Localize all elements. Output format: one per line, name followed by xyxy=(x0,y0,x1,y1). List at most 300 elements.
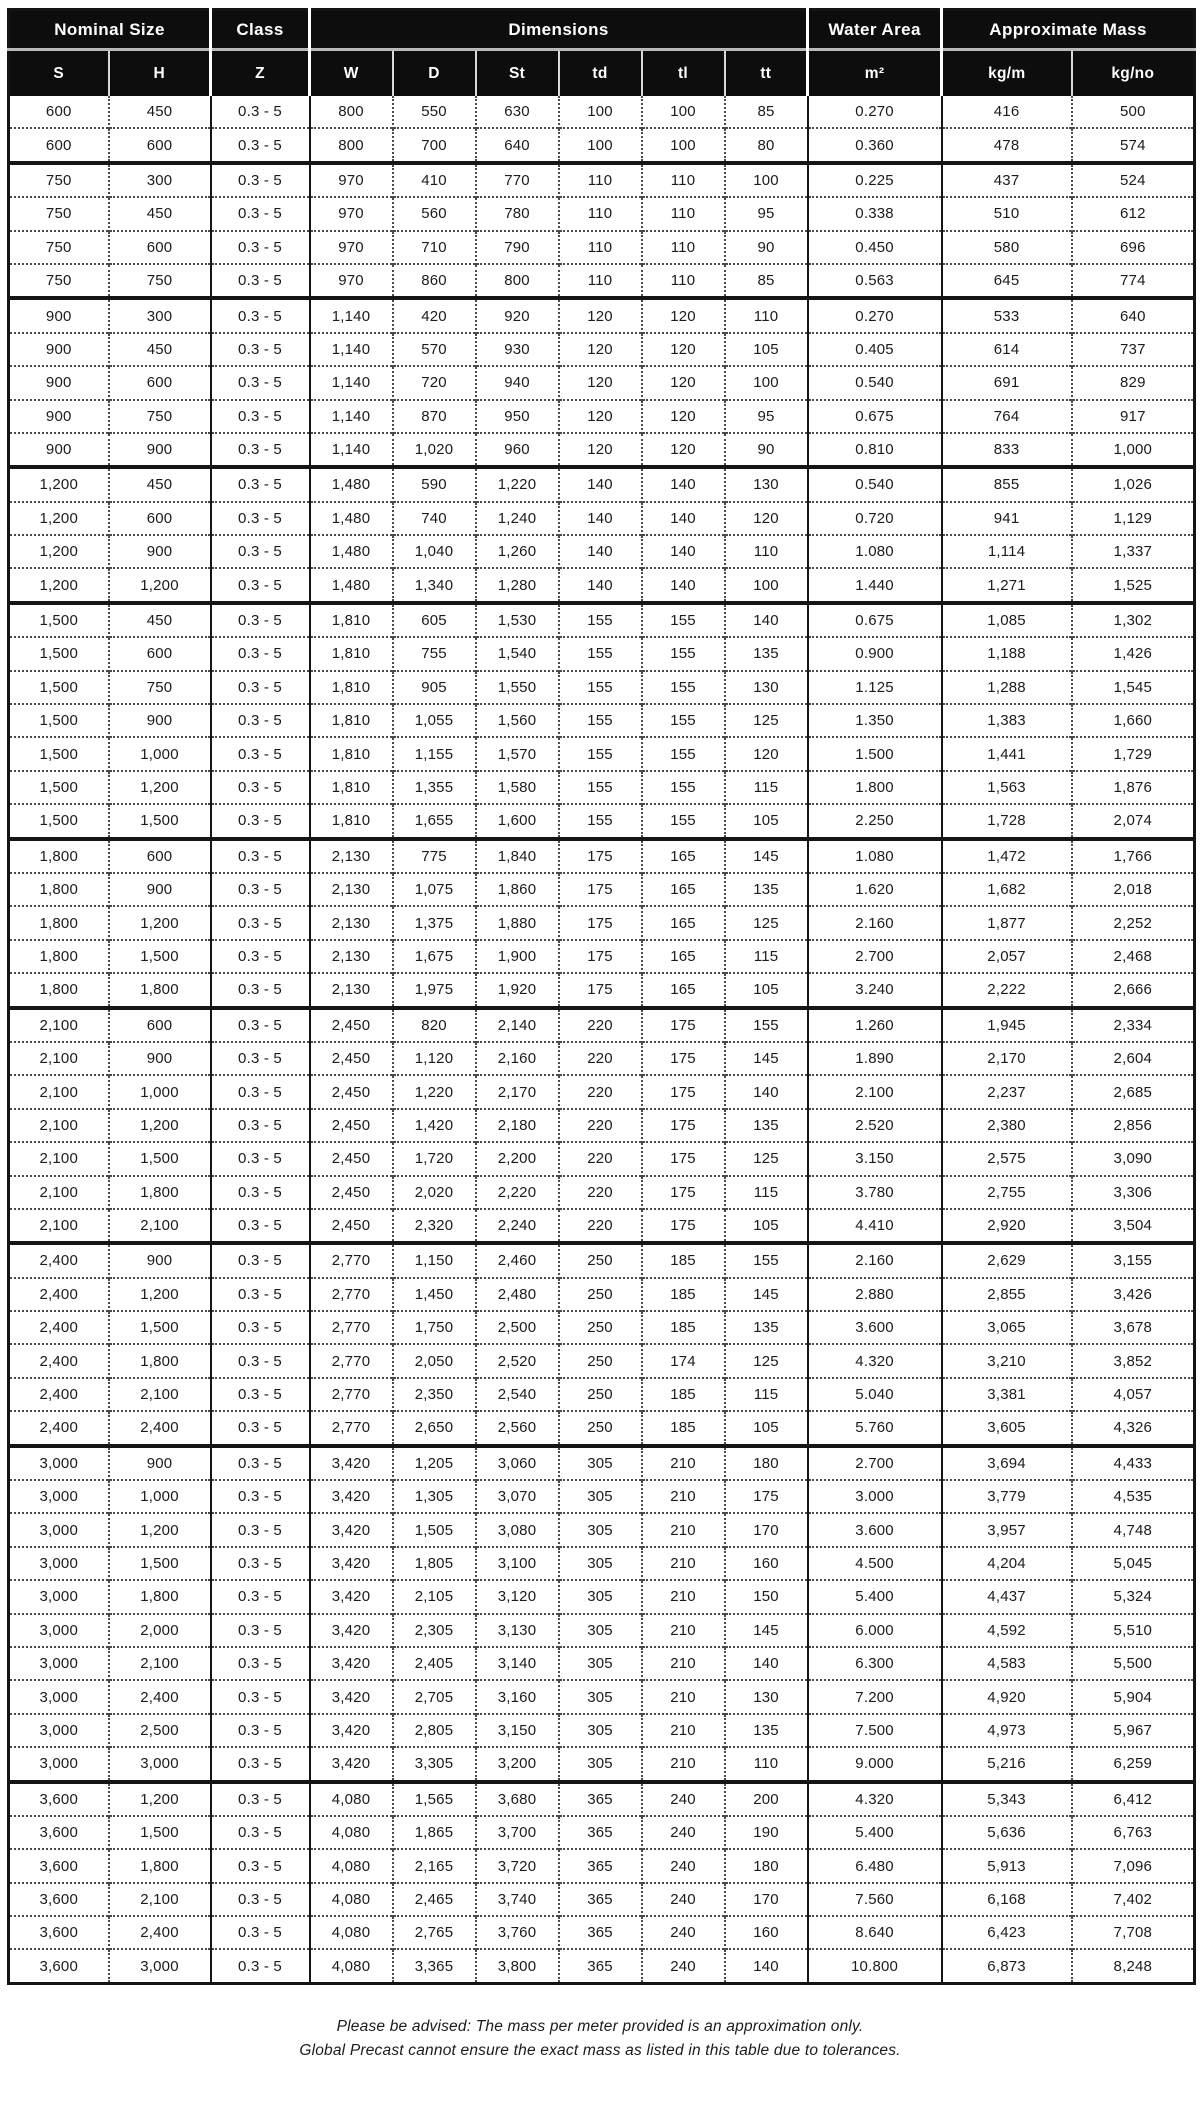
table-cell: 2,100 xyxy=(9,1075,109,1108)
table-cell: 1,288 xyxy=(942,671,1072,704)
table-cell: 0.540 xyxy=(808,366,942,399)
table-cell: 5,500 xyxy=(1072,1647,1195,1680)
table-cell: 630 xyxy=(476,96,559,128)
table-cell: 4,080 xyxy=(310,1816,393,1849)
table-cell: 1,220 xyxy=(393,1075,476,1108)
table-cell: 170 xyxy=(725,1883,808,1916)
table-row xyxy=(9,839,1195,873)
table-cell: 135 xyxy=(725,1311,808,1344)
table-cell: 4.410 xyxy=(808,1209,942,1243)
table-cell: 4,433 xyxy=(1072,1446,1195,1480)
table-cell: 970 xyxy=(310,197,393,230)
table-cell: 2,856 xyxy=(1072,1109,1195,1142)
table-cell: 1,530 xyxy=(476,603,559,637)
table-cell: 105 xyxy=(725,804,808,838)
table-cell: 700 xyxy=(393,128,476,162)
table-cell: 305 xyxy=(559,1480,642,1513)
table-row xyxy=(9,1680,1195,1713)
table-cell: 3,365 xyxy=(393,1949,476,1983)
table-cell: 1,565 xyxy=(393,1782,476,1816)
table-cell: 1,200 xyxy=(109,906,211,939)
table-cell: 1,140 xyxy=(310,366,393,399)
table-cell: 2,400 xyxy=(9,1278,109,1311)
table-cell: 3,800 xyxy=(476,1949,559,1983)
table-cell: 185 xyxy=(642,1411,725,1445)
footer-note xyxy=(0,2015,1200,2063)
table-cell: 305 xyxy=(559,1446,642,1480)
table-cell: 2,666 xyxy=(1072,973,1195,1007)
table-cell: 3,720 xyxy=(476,1849,559,1882)
table-cell: 210 xyxy=(642,1647,725,1680)
table-cell: 0.3 - 5 xyxy=(211,163,310,197)
table-row xyxy=(9,737,1195,770)
table-cell: 0.3 - 5 xyxy=(211,1075,310,1108)
table-cell: 833 xyxy=(942,433,1072,467)
table-cell: 1,600 xyxy=(476,804,559,838)
table-cell: 5,636 xyxy=(942,1816,1072,1849)
table-cell: 2,450 xyxy=(310,1075,393,1108)
table-cell: 4,748 xyxy=(1072,1513,1195,1546)
table-cell: 2,130 xyxy=(310,839,393,873)
table-cell: 2,100 xyxy=(9,1176,109,1209)
table-cell: 135 xyxy=(725,637,808,670)
table-row xyxy=(9,906,1195,939)
table-row xyxy=(9,502,1195,535)
table-cell: 1,505 xyxy=(393,1513,476,1546)
table-cell: 8.640 xyxy=(808,1916,942,1949)
column-header: kg/no xyxy=(1072,50,1195,97)
table-cell: 100 xyxy=(559,96,642,128)
table-cell: 1,500 xyxy=(109,1311,211,1344)
table-cell: 305 xyxy=(559,1747,642,1781)
table-cell: 2,018 xyxy=(1072,873,1195,906)
table-cell: 3,420 xyxy=(310,1747,393,1781)
table-cell: 1,200 xyxy=(9,535,109,568)
table-cell: 365 xyxy=(559,1916,642,1949)
table-cell: 1,545 xyxy=(1072,671,1195,704)
table-cell: 4,535 xyxy=(1072,1480,1195,1513)
table-row xyxy=(9,1411,1195,1445)
table-cell: 0.3 - 5 xyxy=(211,333,310,366)
table-cell: 110 xyxy=(559,163,642,197)
table-cell: 0.3 - 5 xyxy=(211,804,310,838)
table-cell: 145 xyxy=(725,1042,808,1075)
table-cell: 4,592 xyxy=(942,1614,1072,1647)
table-cell: 0.3 - 5 xyxy=(211,535,310,568)
table-cell: 1,877 xyxy=(942,906,1072,939)
table-cell: 1,500 xyxy=(9,637,109,670)
table-cell: 1,383 xyxy=(942,704,1072,737)
table-cell: 800 xyxy=(476,264,559,298)
table-row xyxy=(9,804,1195,838)
table-cell: 0.3 - 5 xyxy=(211,1547,310,1580)
table-cell: 1,810 xyxy=(310,704,393,737)
table-cell: 1,480 xyxy=(310,502,393,535)
table-cell: 135 xyxy=(725,873,808,906)
table-cell: 3,000 xyxy=(9,1547,109,1580)
table-cell: 2,560 xyxy=(476,1411,559,1445)
table-cell: 125 xyxy=(725,906,808,939)
table-cell: 155 xyxy=(725,1008,808,1042)
table-cell: 2.700 xyxy=(808,1446,942,1480)
table-cell: 220 xyxy=(559,1209,642,1243)
table-cell: 3,420 xyxy=(310,1680,393,1713)
table-cell: 110 xyxy=(725,535,808,568)
table-cell: 2,770 xyxy=(310,1243,393,1277)
table-cell: 1,800 xyxy=(9,839,109,873)
table-cell: 115 xyxy=(725,940,808,973)
table-cell: 210 xyxy=(642,1580,725,1613)
table-row xyxy=(9,433,1195,467)
table-cell: 2,450 xyxy=(310,1142,393,1175)
table-cell: 5,216 xyxy=(942,1747,1072,1781)
table-row xyxy=(9,671,1195,704)
table-cell: 950 xyxy=(476,400,559,433)
table-cell: 185 xyxy=(642,1378,725,1411)
table-cell: 0.3 - 5 xyxy=(211,771,310,804)
table-cell: 0.3 - 5 xyxy=(211,1176,310,1209)
table-cell: 1,140 xyxy=(310,298,393,332)
table-row xyxy=(9,1378,1195,1411)
table-cell: 4,057 xyxy=(1072,1378,1195,1411)
table-cell: 1,114 xyxy=(942,535,1072,568)
table-cell: 3,694 xyxy=(942,1446,1072,1480)
table-cell: 210 xyxy=(642,1547,725,1580)
table-cell: 3,160 xyxy=(476,1680,559,1713)
table-cell: 110 xyxy=(642,163,725,197)
table-row xyxy=(9,1176,1195,1209)
table-cell: 1,040 xyxy=(393,535,476,568)
table-cell: 2,520 xyxy=(476,1344,559,1377)
table-cell: 155 xyxy=(642,771,725,804)
table-cell: 3,070 xyxy=(476,1480,559,1513)
table-cell: 750 xyxy=(109,264,211,298)
table-cell: 365 xyxy=(559,1883,642,1916)
table-cell: 1.080 xyxy=(808,839,942,873)
table-row xyxy=(9,1883,1195,1916)
table-cell: 110 xyxy=(559,197,642,230)
table-cell: 305 xyxy=(559,1680,642,1713)
table-cell: 1.500 xyxy=(808,737,942,770)
table-cell: 970 xyxy=(310,264,393,298)
table-cell: 4,080 xyxy=(310,1883,393,1916)
table-cell: 155 xyxy=(559,804,642,838)
table-cell: 3,605 xyxy=(942,1411,1072,1445)
table-cell: 1,800 xyxy=(9,873,109,906)
table-cell: 2,755 xyxy=(942,1176,1072,1209)
column-header: tt xyxy=(725,50,808,97)
table-cell: 780 xyxy=(476,197,559,230)
table-row xyxy=(9,163,1195,197)
table-cell: 1,337 xyxy=(1072,535,1195,568)
table-cell: 160 xyxy=(725,1547,808,1580)
table-cell: 2,450 xyxy=(310,1209,393,1243)
table-cell: 2,604 xyxy=(1072,1042,1195,1075)
table-cell: 5,324 xyxy=(1072,1580,1195,1613)
table-cell: 140 xyxy=(642,502,725,535)
table-cell: 5,510 xyxy=(1072,1614,1195,1647)
table-cell: 3,420 xyxy=(310,1547,393,1580)
table-row xyxy=(9,467,1195,501)
table-row xyxy=(9,1849,1195,1882)
table-cell: 2,305 xyxy=(393,1614,476,1647)
table-cell: 155 xyxy=(642,737,725,770)
table-cell: 917 xyxy=(1072,400,1195,433)
table-cell: 1,766 xyxy=(1072,839,1195,873)
table-cell: 105 xyxy=(725,973,808,1007)
table-cell: 4,326 xyxy=(1072,1411,1195,1445)
table-cell: 900 xyxy=(109,1446,211,1480)
table-cell: 175 xyxy=(559,873,642,906)
table-cell: 437 xyxy=(942,163,1072,197)
table-cell: 210 xyxy=(642,1513,725,1546)
table-cell: 900 xyxy=(9,366,109,399)
table-row xyxy=(9,366,1195,399)
table-cell: 2,100 xyxy=(109,1647,211,1680)
table-cell: 1,200 xyxy=(109,1278,211,1311)
table-cell: 125 xyxy=(725,1344,808,1377)
table-cell: 5,343 xyxy=(942,1782,1072,1816)
table-cell: 900 xyxy=(109,704,211,737)
table-cell: 870 xyxy=(393,400,476,433)
table-cell: 170 xyxy=(725,1513,808,1546)
table-cell: 210 xyxy=(642,1446,725,1480)
table-cell: 155 xyxy=(642,704,725,737)
table-cell: 770 xyxy=(476,163,559,197)
table-cell: 1,880 xyxy=(476,906,559,939)
table-cell: 0.3 - 5 xyxy=(211,1109,310,1142)
table-cell: 4.500 xyxy=(808,1547,942,1580)
table-cell: 1,865 xyxy=(393,1816,476,1849)
table-cell: 737 xyxy=(1072,333,1195,366)
table-cell: 600 xyxy=(109,637,211,670)
table-cell: 5.400 xyxy=(808,1580,942,1613)
table-cell: 365 xyxy=(559,1849,642,1882)
table-header xyxy=(9,10,1195,97)
table-cell: 1,800 xyxy=(109,1344,211,1377)
table-cell: 3,600 xyxy=(9,1949,109,1983)
table-cell: 174 xyxy=(642,1344,725,1377)
table-cell: 115 xyxy=(725,771,808,804)
table-cell: 0.540 xyxy=(808,467,942,501)
table-cell: 775 xyxy=(393,839,476,873)
table-cell: 110 xyxy=(642,197,725,230)
table-cell: 120 xyxy=(642,366,725,399)
table-cell: 4,080 xyxy=(310,1782,393,1816)
table-cell: 180 xyxy=(725,1446,808,1480)
table-cell: 0.3 - 5 xyxy=(211,96,310,128)
table-cell: 1,375 xyxy=(393,906,476,939)
table-cell: 550 xyxy=(393,96,476,128)
table-cell: 6,873 xyxy=(942,1949,1072,1983)
column-header: Z xyxy=(211,50,310,97)
column-header: H xyxy=(109,50,211,97)
table-cell: 0.3 - 5 xyxy=(211,737,310,770)
table-row xyxy=(9,1547,1195,1580)
table-cell: 2,100 xyxy=(9,1109,109,1142)
table-row xyxy=(9,940,1195,973)
table-cell: 1,200 xyxy=(109,1513,211,1546)
table-row xyxy=(9,1109,1195,1142)
table-cell: 3,957 xyxy=(942,1513,1072,1546)
table-cell: 160 xyxy=(725,1916,808,1949)
table-cell: 3,680 xyxy=(476,1782,559,1816)
table-cell: 140 xyxy=(559,535,642,568)
table-cell: 1,500 xyxy=(9,771,109,804)
table-row xyxy=(9,1075,1195,1108)
table-cell: 1,220 xyxy=(476,467,559,501)
table-cell: 533 xyxy=(942,298,1072,332)
table-cell: 1,472 xyxy=(942,839,1072,873)
table-cell: 905 xyxy=(393,671,476,704)
table-cell: 0.3 - 5 xyxy=(211,400,310,433)
table-cell: 2,400 xyxy=(109,1411,211,1445)
table-cell: 180 xyxy=(725,1849,808,1882)
table-cell: 2.520 xyxy=(808,1109,942,1142)
table-cell: 1,450 xyxy=(393,1278,476,1311)
table-cell: 0.3 - 5 xyxy=(211,1680,310,1713)
table-cell: 120 xyxy=(642,298,725,332)
table-cell: 1,500 xyxy=(9,737,109,770)
table-cell: 3,155 xyxy=(1072,1243,1195,1277)
table-cell: 120 xyxy=(559,366,642,399)
table-cell: 855 xyxy=(942,467,1072,501)
table-cell: 100 xyxy=(725,366,808,399)
table-cell: 7.560 xyxy=(808,1883,942,1916)
table-cell: 120 xyxy=(559,333,642,366)
table-cell: 1,026 xyxy=(1072,467,1195,501)
table-cell: 1,240 xyxy=(476,502,559,535)
table-cell: 1,840 xyxy=(476,839,559,873)
table-cell: 450 xyxy=(109,197,211,230)
table-cell: 3,000 xyxy=(9,1680,109,1713)
table-cell: 190 xyxy=(725,1816,808,1849)
table-cell: 1.350 xyxy=(808,704,942,737)
table-cell: 110 xyxy=(725,298,808,332)
table-cell: 1,200 xyxy=(9,467,109,501)
table-cell: 0.3 - 5 xyxy=(211,704,310,737)
table-cell: 1,480 xyxy=(310,467,393,501)
table-cell: 2,400 xyxy=(9,1378,109,1411)
table-cell: 2,222 xyxy=(942,973,1072,1007)
table-cell: 2,050 xyxy=(393,1344,476,1377)
table-cell: 1,140 xyxy=(310,333,393,366)
table-row xyxy=(9,197,1195,230)
table-cell: 1,729 xyxy=(1072,737,1195,770)
table-cell: 1,200 xyxy=(9,502,109,535)
table-cell: 85 xyxy=(725,264,808,298)
table-cell: 2,100 xyxy=(9,1142,109,1175)
table-cell: 900 xyxy=(109,433,211,467)
table-cell: 5,045 xyxy=(1072,1547,1195,1580)
column-group-label: Approximate Mass xyxy=(942,10,1195,50)
table-cell: 450 xyxy=(109,333,211,366)
table-cell: 3,120 xyxy=(476,1580,559,1613)
table-cell: 2,500 xyxy=(109,1714,211,1747)
table-cell: 5,913 xyxy=(942,1849,1072,1882)
table-cell: 1,020 xyxy=(393,433,476,467)
table-cell: 1,000 xyxy=(109,1480,211,1513)
table-cell: 3,080 xyxy=(476,1513,559,1546)
table-cell: 970 xyxy=(310,163,393,197)
table-cell: 2,320 xyxy=(393,1209,476,1243)
table-cell: 1.800 xyxy=(808,771,942,804)
table-row xyxy=(9,535,1195,568)
table-cell: 1,188 xyxy=(942,637,1072,670)
table-cell: 2.100 xyxy=(808,1075,942,1108)
table-cell: 155 xyxy=(559,704,642,737)
table-cell: 365 xyxy=(559,1816,642,1849)
table-cell: 1,140 xyxy=(310,400,393,433)
table-cell: 2,074 xyxy=(1072,804,1195,838)
table-row xyxy=(9,400,1195,433)
table-cell: 175 xyxy=(642,1109,725,1142)
table-cell: 2,575 xyxy=(942,1142,1072,1175)
table-cell: 125 xyxy=(725,1142,808,1175)
table-cell: 524 xyxy=(1072,163,1195,197)
table-cell: 115 xyxy=(725,1378,808,1411)
table-cell: 185 xyxy=(642,1311,725,1344)
table-cell: 1,675 xyxy=(393,940,476,973)
table-cell: 0.3 - 5 xyxy=(211,1916,310,1949)
table-cell: 120 xyxy=(559,433,642,467)
table-cell: 0.3 - 5 xyxy=(211,1042,310,1075)
table-cell: 175 xyxy=(642,1209,725,1243)
column-header: tl xyxy=(642,50,725,97)
table-cell: 1,500 xyxy=(109,940,211,973)
table-cell: 220 xyxy=(559,1008,642,1042)
table-cell: 0.3 - 5 xyxy=(211,671,310,704)
table-cell: 600 xyxy=(109,231,211,264)
table-cell: 305 xyxy=(559,1647,642,1680)
table-cell: 3.000 xyxy=(808,1480,942,1513)
table-cell: 2,685 xyxy=(1072,1075,1195,1108)
table-cell: 1,200 xyxy=(109,1782,211,1816)
table-cell: 0.563 xyxy=(808,264,942,298)
footer-note-line2: Global Precast cannot ensure the exact mass as listed in this table due to tolerances. xyxy=(299,2041,901,2059)
table-row xyxy=(9,1513,1195,1546)
table-cell: 150 xyxy=(725,1580,808,1613)
table-cell: 1,800 xyxy=(9,973,109,1007)
table-cell: 120 xyxy=(642,333,725,366)
table-cell: 560 xyxy=(393,197,476,230)
table-cell: 900 xyxy=(9,298,109,332)
table-cell: 2,770 xyxy=(310,1411,393,1445)
table-cell: 2,100 xyxy=(109,1209,211,1243)
table-cell: 6,423 xyxy=(942,1916,1072,1949)
table-cell: 1,800 xyxy=(109,973,211,1007)
table-cell: 175 xyxy=(559,973,642,1007)
table-cell: 2,805 xyxy=(393,1714,476,1747)
table-cell: 2,405 xyxy=(393,1647,476,1680)
table-cell: 2,480 xyxy=(476,1278,559,1311)
table-cell: 0.360 xyxy=(808,128,942,162)
column-group-label: Class xyxy=(211,10,310,50)
table-cell: 0.3 - 5 xyxy=(211,366,310,399)
table-cell: 3,000 xyxy=(9,1446,109,1480)
table-cell: 3,678 xyxy=(1072,1311,1195,1344)
table-cell: 1,900 xyxy=(476,940,559,973)
table-cell: 800 xyxy=(310,128,393,162)
column-group-row xyxy=(9,10,1195,50)
table-cell: 85 xyxy=(725,96,808,128)
table-cell: 3,420 xyxy=(310,1614,393,1647)
table-cell: 1,420 xyxy=(393,1109,476,1142)
table-cell: 2,450 xyxy=(310,1008,393,1042)
table-cell: 710 xyxy=(393,231,476,264)
table-cell: 0.3 - 5 xyxy=(211,940,310,973)
table-cell: 4,080 xyxy=(310,1949,393,1983)
